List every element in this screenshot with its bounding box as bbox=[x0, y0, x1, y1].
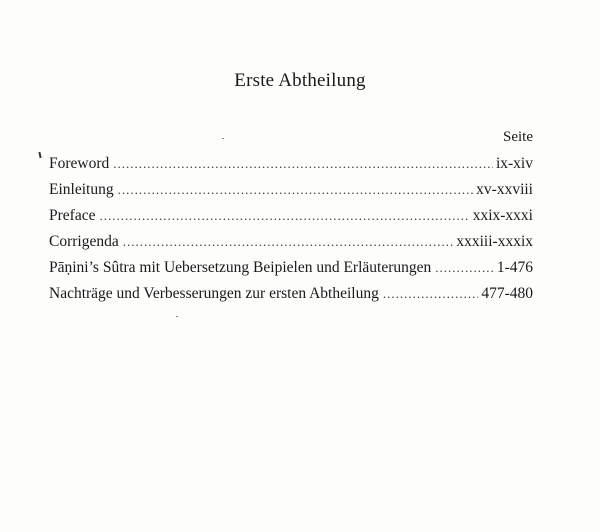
dot-leader bbox=[123, 234, 454, 250]
toc-entry-pages: ix-xiv bbox=[495, 155, 533, 172]
toc-entry-title: Corrigenda bbox=[49, 233, 119, 250]
toc-entry-pages: 477-480 bbox=[481, 285, 533, 302]
section-heading: Erste Abtheilung bbox=[234, 70, 366, 91]
toc-entry-pages: xv-xxviii bbox=[476, 181, 533, 198]
dot-leader bbox=[383, 286, 478, 302]
toc-entry-pages: xxix-xxxi bbox=[472, 207, 533, 224]
toc-entry bbox=[49, 259, 533, 285]
dot-leader bbox=[99, 208, 469, 224]
scan-speck bbox=[222, 138, 224, 139]
page-column-header: Seite bbox=[503, 129, 533, 145]
toc-entry bbox=[49, 285, 533, 311]
toc-entry-title: Pāṇini’s Sûtra mit Uebersetzung Beipielen und Erläuterungen bbox=[49, 259, 432, 276]
toc-entry-pages: 1-476 bbox=[496, 259, 533, 276]
toc-entry-title: Nachträge und Verbesserungen zur ersten Abtheilung bbox=[49, 285, 379, 302]
toc-entry-pages: xxxiii-xxxix bbox=[456, 233, 533, 250]
toc-entry-title: Foreword bbox=[49, 155, 110, 172]
scan-speck bbox=[176, 316, 178, 317]
margin-mark bbox=[38, 152, 41, 158]
dot-leader bbox=[435, 260, 494, 276]
toc-entry-title: Preface bbox=[49, 207, 96, 224]
toc-entry-title: Einleitung bbox=[49, 181, 114, 198]
table-of-contents bbox=[49, 155, 533, 311]
toc-entry bbox=[49, 181, 533, 207]
toc-entry bbox=[49, 155, 533, 181]
toc-entry bbox=[49, 233, 533, 259]
toc-entry bbox=[49, 207, 533, 233]
dot-leader bbox=[113, 156, 493, 172]
dot-leader bbox=[118, 182, 474, 198]
